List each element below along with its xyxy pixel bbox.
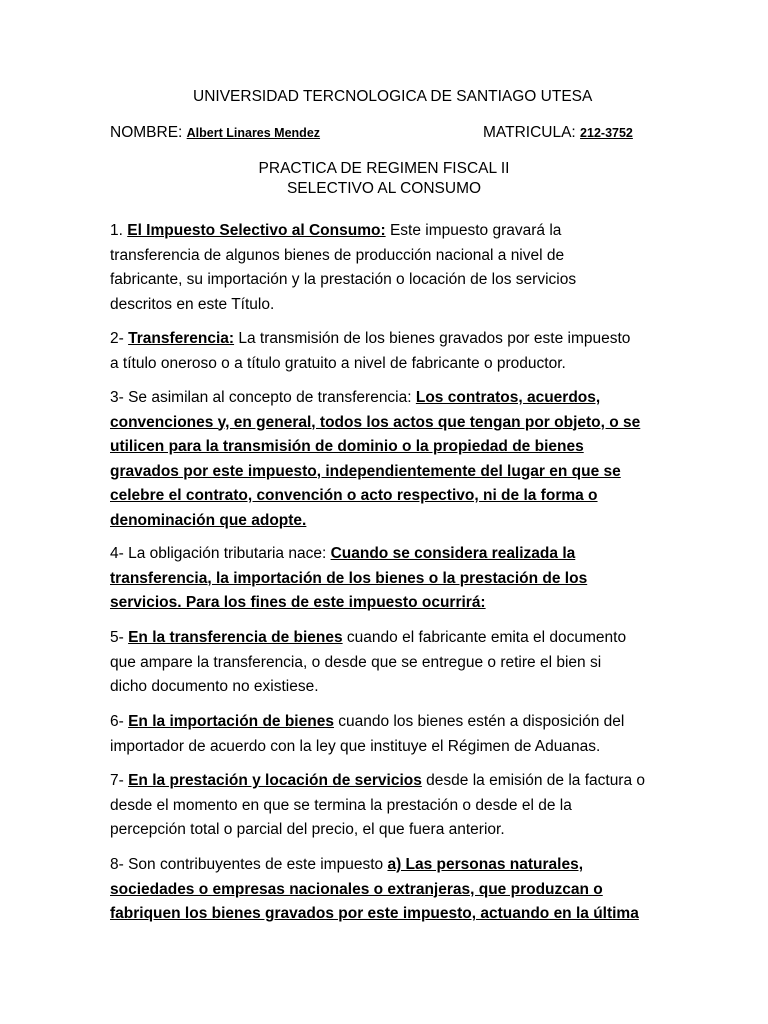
paragraph-3 [110, 386, 660, 533]
paragraph-label: En la importación de bienes [128, 713, 334, 730]
paragraph-bold-line: convenciones y, en general, todos los actos que tengan por objeto, o se [110, 413, 641, 431]
paragraph-prefix: 8- Son contribuyentes de este impuesto [110, 856, 388, 873]
matricula-label: MATRICULA: [483, 124, 576, 141]
paragraph-line: cuando los bienes estén a disposición del [333, 713, 625, 730]
paragraph-prefix: 5- [110, 629, 129, 646]
paragraph-4 [110, 542, 660, 616]
practice-subtitle: SELECTIVO AL CONSUMO [286, 180, 482, 197]
paragraph-label: El Impuesto Selectivo al Consumo: [127, 222, 386, 239]
paragraph-label: En la prestación y locación de servicios [128, 772, 422, 789]
paragraph-line: percepción total o parcial del precio, el que fuera anterior. [110, 821, 505, 838]
paragraph-line: desde la emisión de la factura o [421, 772, 646, 789]
paragraph-1 [110, 219, 660, 317]
paragraph-2 [110, 327, 660, 376]
paragraph-prefix: 4- La obligación tributaria nace: [110, 545, 331, 562]
name-value: Albert Linares Mendez [186, 126, 321, 140]
paragraph-line: que ampare la transferencia, o desde que se entregue o retire el bien si [110, 653, 602, 671]
paragraph-bold-line: utilicen para la transmisión de dominio o la propiedad de bienes [110, 438, 584, 455]
paragraph-7 [110, 769, 660, 843]
paragraph-5 [110, 626, 660, 700]
paragraph-line: a título oneroso o a título gratuito a nivel de fabricante o productor. [110, 354, 566, 372]
paragraph-bold-line: denominación que adopte. [110, 511, 307, 529]
paragraph-bold-line: sociedades o empresas nacionales o extranjeras, que produzcan o [110, 880, 603, 898]
paragraph-bold-line: transferencia, la importación de los bienes o la prestación de los [110, 569, 588, 587]
paragraph-prefix: 3- Se asimilan al concepto de transferencia: [110, 389, 416, 406]
paragraph-prefix: 7- [110, 772, 129, 789]
student-matricula [483, 124, 633, 142]
paragraph-line: cuando el fabricante emita el documento [342, 629, 627, 646]
paragraph-label: Transferencia: [128, 330, 235, 347]
paragraph-line: desde el momento en que se termina la prestación o desde el de la [110, 796, 572, 814]
paragraph-line: importador de acuerdo con la ley que instituye el Régimen de Aduanas. [110, 737, 601, 755]
student-name [110, 124, 320, 142]
university-title: UNIVERSIDAD TERCNOLOGICA DE SANTIAGO UTESA [193, 88, 593, 105]
matricula-value: 212-3752 [580, 126, 633, 140]
paragraph-prefix: 1. [110, 222, 128, 239]
paragraph-8 [110, 853, 660, 927]
paragraph-prefix: 2- [110, 330, 129, 347]
paragraph-line: descritos en este Título. [110, 295, 275, 313]
paragraph-label: En la transferencia de bienes [128, 629, 343, 646]
paragraph-bold-line: gravados por este impuesto, independientemente del lugar en que se [110, 462, 621, 480]
name-label: NOMBRE: [110, 124, 183, 141]
paragraph-line: fabricante, su importación y la prestación o locación de los servicios [110, 271, 577, 288]
practice-title: PRACTICA DE REGIMEN FISCAL II [258, 160, 510, 177]
paragraph-line: Este impuesto gravará la [389, 222, 562, 239]
paragraph-line: La transmisión de los bienes gravados por este impuesto [238, 330, 631, 347]
paragraph-bold-line: fabriquen los bienes gravados por este impuesto, actuando en la última [110, 905, 639, 922]
paragraph-bold-line: Los contratos, acuerdos, [415, 389, 601, 406]
paragraph-bold-line: celebre el contrato, convención o acto respectivo, ni de la forma o [110, 487, 598, 504]
paragraph-bold-line: Cuando se considera realizada la [330, 545, 576, 562]
paragraph-line: transferencia de algunos bienes de producción nacional a nivel de [110, 246, 565, 264]
paragraph-bold-line: servicios. Para los fines de este impuesto ocurrirá: [110, 594, 486, 611]
paragraph-bold-line: a) Las personas naturales, [387, 856, 584, 873]
paragraph-line: dicho documento no existiese. [110, 678, 319, 695]
paragraph-6 [110, 710, 660, 759]
paragraph-prefix: 6- [110, 713, 129, 730]
